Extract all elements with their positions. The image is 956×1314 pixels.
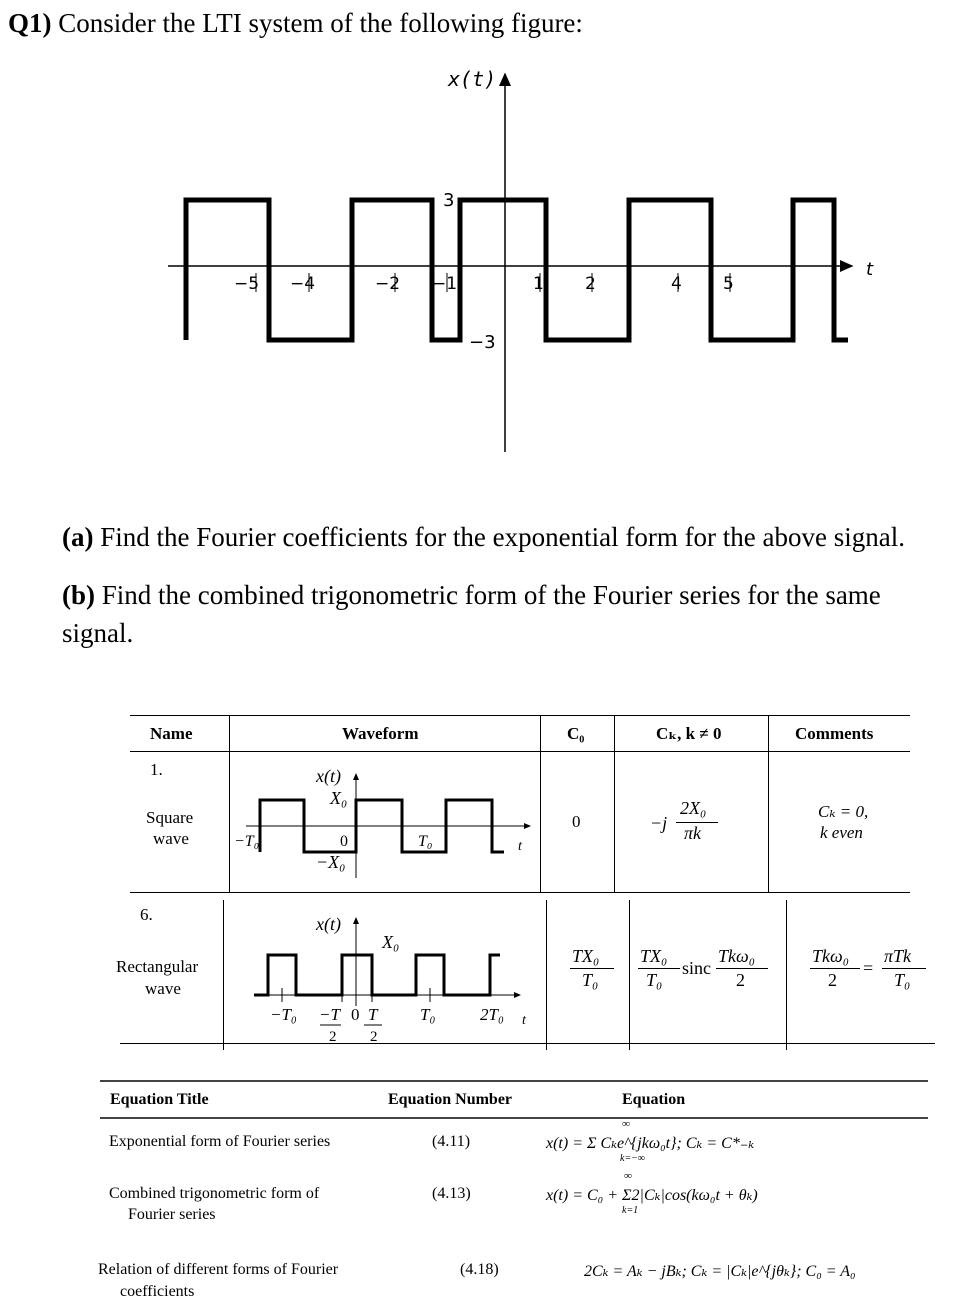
y-axis-label: x(t) — [448, 67, 497, 91]
sq-amp: X₀ — [330, 788, 348, 808]
row1-ck-den: πk — [684, 823, 702, 843]
eq-title-cont: Fourier series — [128, 1206, 216, 1223]
row6-comment-bar1 — [810, 968, 860, 969]
row6-comment-bar2 — [882, 968, 926, 969]
row1-comment-cont: k even — [820, 823, 863, 842]
header-comments: Comments — [795, 724, 874, 743]
question-text: Consider the LTI system of the following figure: — [58, 8, 583, 38]
tick-label: −4 — [290, 274, 316, 294]
eq-title-cont: coefficients — [120, 1283, 195, 1300]
amp-low-label: −3 — [469, 332, 496, 353]
table-top-rule — [130, 715, 910, 716]
header-waveform: Waveform — [342, 724, 419, 743]
eq-number: (4.13) — [432, 1185, 471, 1202]
row-name: Square — [146, 808, 194, 827]
row-name-cont: wave — [153, 829, 189, 848]
rect-amp: X₀ — [382, 932, 400, 952]
eq-number: (4.11) — [432, 1133, 471, 1150]
header-ck: Cₖ, k ≠ 0 — [656, 724, 722, 743]
rect-tick: −T — [319, 1005, 340, 1024]
row6-comment-eq: = — [863, 958, 874, 978]
tick-label: −5 — [234, 274, 260, 294]
eq-title: Relation of different forms of Fourier — [98, 1261, 339, 1278]
rect-tick: −T₀ — [270, 1005, 297, 1024]
eq-sum-top: ∞ — [624, 1170, 632, 1182]
rect-tick: 0 — [351, 1005, 360, 1024]
sq-t: t — [518, 839, 522, 854]
eq-sum-top: ∞ — [622, 1118, 630, 1130]
tick-label: −1 — [432, 274, 458, 294]
question-part-a: (a) Find the Fourier coefficients for the exponential form for the above signal. — [62, 522, 906, 552]
row-index: 1. — [150, 760, 163, 779]
sq-right: T₀ — [418, 833, 433, 850]
eq-table-top-rule — [100, 1080, 928, 1082]
question-part-b-continued: signal. — [62, 618, 134, 648]
header-name: Name — [150, 724, 193, 743]
eq-table-header-rule — [100, 1117, 928, 1119]
table-col-rule — [629, 900, 630, 1050]
row6-ck-den: T₀ — [646, 970, 663, 990]
row-name-cont: wave — [145, 979, 181, 998]
rect-tick: 2T₀ — [480, 1005, 504, 1024]
eq-title: Exponential form of Fourier series — [109, 1133, 331, 1150]
table-col-rule — [546, 900, 547, 1050]
row6-ck-sinc: sinc — [682, 958, 711, 978]
row6-ck-num: TX₀ — [640, 946, 668, 966]
table-row-rule — [130, 892, 910, 893]
row-name: Rectangular — [116, 957, 199, 976]
header-c0: C₀ — [567, 724, 585, 743]
sq-neg: −X₀ — [316, 852, 346, 872]
tick-label: 2 — [585, 274, 596, 294]
row6-ck-arg-num: Tkω₀ — [718, 946, 755, 966]
row1-c0: 0 — [572, 812, 581, 831]
tick-labels — [234, 274, 734, 294]
sq-left: −T₀ — [234, 833, 260, 850]
eq-sum-bottom: k=1 — [622, 1205, 639, 1216]
eq-number: (4.18) — [460, 1261, 499, 1278]
rect-tick: T — [368, 1005, 378, 1024]
table-col-rule — [540, 715, 541, 892]
row6-c0-num: TX₀ — [572, 946, 600, 966]
row6-comment-den2: T₀ — [894, 970, 911, 990]
eq-header-equation: Equation — [622, 1091, 686, 1108]
row6-comment-num2: πTk — [884, 946, 912, 966]
signal-waveform — [186, 200, 848, 340]
row1-ck-prefix: −j — [650, 813, 668, 833]
table-col-rule — [614, 715, 615, 892]
row1-ck-num: 2X₀ — [680, 798, 707, 818]
square-wave-diagram — [230, 760, 540, 890]
row6-ck-arg-bar — [716, 968, 768, 969]
eq-header-number: Equation Number — [388, 1091, 513, 1108]
row6-c0-fraction-bar — [570, 968, 614, 969]
tick-label: 5 — [723, 274, 734, 294]
amp-high-label: 3 — [443, 190, 455, 211]
rect-tick-den: 2 — [370, 1029, 378, 1045]
row1-comment: Cₖ = 0, — [818, 802, 869, 821]
question-number: Q1) — [8, 8, 52, 38]
table-col-rule — [768, 715, 769, 892]
row6-comment-num1: Tkω₀ — [812, 946, 849, 966]
row6-c0-den: T₀ — [582, 970, 599, 990]
eq-sum-bottom: k=−∞ — [620, 1153, 646, 1164]
tick-marks — [256, 273, 730, 292]
row-index: 6. — [140, 905, 153, 924]
rect-tick-den: 2 — [329, 1029, 337, 1045]
sq-ylabel: x(t) — [316, 766, 341, 786]
rectangular-wave-diagram — [224, 900, 546, 1045]
eq-expression: x(t) = C₀ + Σ2|Cₖ|cos(kω₀t + θₖ) — [546, 1187, 758, 1204]
rect-ylabel: x(t) — [316, 914, 341, 934]
table-header-rule — [130, 751, 910, 752]
eq-title: Combined trigonometric form of — [109, 1185, 320, 1202]
signal-figure — [0, 0, 956, 470]
sq-zero: 0 — [340, 833, 348, 850]
row6-ck-arg-den: 2 — [736, 970, 745, 990]
table-col-rule — [786, 900, 787, 1050]
rect-waveform — [254, 955, 500, 995]
row6-comment-den1: 2 — [828, 970, 837, 990]
tick-label: −2 — [375, 274, 401, 294]
eq-header-title: Equation Title — [110, 1091, 209, 1108]
row6-ck-fraction-bar — [638, 968, 680, 969]
eq-expression: 2Cₖ = Aₖ − jBₖ; Cₖ = |Cₖ|e^{jθₖ}; C₀ = A₀ — [584, 1263, 856, 1280]
eq-expression: x(t) = Σ Cₖe^{jkω₀t}; Cₖ = C*₋ₖ — [546, 1135, 755, 1152]
tick-label: 1 — [533, 274, 544, 294]
rect-tick: t — [522, 1013, 526, 1028]
x-axis-label: t — [866, 259, 874, 280]
tick-label: 4 — [671, 274, 682, 294]
rect-tick: T₀ — [420, 1005, 436, 1024]
question-part-b: (b) Find the combined trigonometric form of the Fourier series for the same — [62, 580, 881, 610]
